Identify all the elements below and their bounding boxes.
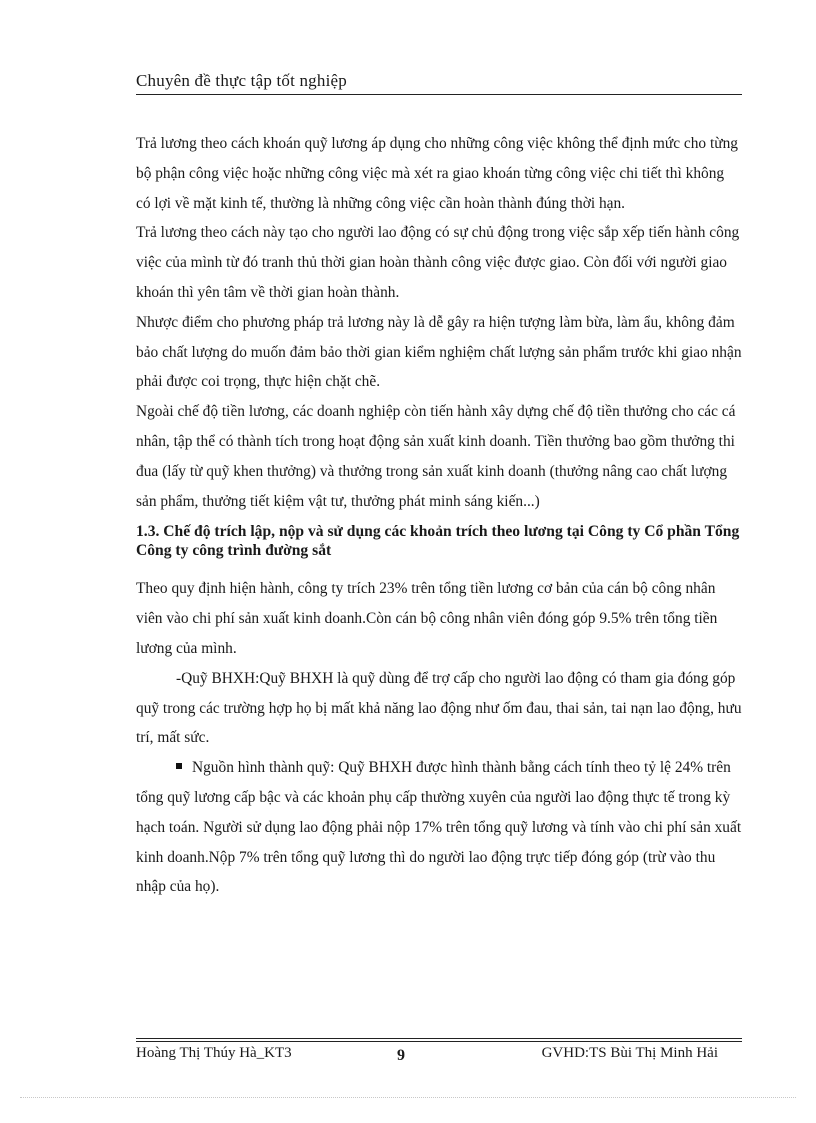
page-number: 9 [397, 1047, 405, 1064]
document-body [136, 129, 742, 902]
header-title: Chuyên đề thực tập tốt nghiệp [136, 71, 347, 90]
paragraph-1: Trả lương theo cách khoán quỹ lương áp dụng cho những công việc không thể định mức cho từng bộ phận công việc hoặc những công việc mà xét ra giao khoán từng công việc chi tiết thì không có lợi về mặt kinh tế, thường là những công việc cần hoàn thành đúng thời hạn. [136, 135, 738, 212]
section-heading: 1.3. Chế độ trích lập, nộp và sử dụng các khoản trích theo lương tại Công ty Cổ phần Tổng Công ty công trình đường sắt [136, 523, 740, 560]
paragraph-5: Theo quy định hiện hành, công ty trích 23% trên tổng tiền lương cơ bản của cán bộ công nhân viên vào chi phí sản xuất kinh doanh.Còn cán bộ công nhân viên đóng góp 9.5% trên tổng tiền lương của mình. [136, 580, 718, 657]
page-margin-line [20, 1097, 796, 1098]
bullet-paragraph [136, 753, 742, 902]
bullet-paragraph-text: Nguồn hình thành quỹ: Quỹ BHXH được hình thành bằng cách tính theo tỷ lệ 24% trên tổng quỹ lương cấp bậc và các khoản phụ cấp thường xuyên của người lao động thực tế trong kỳ hạch toán. Người sử dụng lao động phải nộp 17% trên tổng quỹ lương và tính vào chi phí sản xuất kinh doanh.Nộp 7% trên tổng quỹ lương thì do người lao động trực tiếp đóng góp (trừ vào thu nhập của họ). [136, 759, 742, 896]
page-footer [136, 1045, 742, 1069]
square-bullet-icon [176, 763, 182, 769]
footer-rule-top [136, 1038, 742, 1039]
paragraph-2: Trả lương theo cách này tạo cho người lao động có sự chủ động trong việc sắp xếp tiến hành công việc của mình từ đó tranh thủ thời gian hoàn thành công việc được giao. Còn đối với người giao khoán thì yên tâm về thời gian hoàn thành. [136, 224, 740, 301]
paragraph-3: Nhược điểm cho phương pháp trả lương này là dễ gây ra hiện tượng làm bừa, làm ẩu, không đảm bảo chất lượng do muốn đảm bảo thời gian kiểm nghiệm chất lượng sản phẩm trước khi giao nhận phải được coi trọng, thực hiện chặt chẽ. [136, 313, 742, 391]
footer-author: Hoàng Thị Thúy Hà_KT3 [136, 1045, 292, 1061]
footer-rule-bottom [136, 1041, 742, 1042]
paragraph-4: Ngoài chế độ tiền lương, các doanh nghiệp còn tiến hành xây dựng chế độ tiền thưởng cho các cá nhân, tập thể có thành tích trong hoạt động sản xuất kinh doanh. Tiền thưởng bao gồm thưởng thi đua (lấy từ quỹ khen thưởng) và thưởng trong sản xuất kinh doanh (thưởng nâng cao chất lượng sản phẩm, thưởng tiết kiệm vật tư, thưởng phát minh sáng kiến...) [136, 403, 736, 510]
page-header [136, 66, 742, 95]
footer-advisor: GVHD:TS Bùi Thị Minh Hải [541, 1045, 718, 1061]
paragraph-6: -Quỹ BHXH:Quỹ BHXH là quỹ dùng để trợ cấp cho người lao động có tham gia đóng góp quỹ trong các trường hợp họ bị mất khả năng lao động như ốm đau, thai sản, tai nạn lao động, hưu trí, mất sức. [136, 669, 742, 747]
